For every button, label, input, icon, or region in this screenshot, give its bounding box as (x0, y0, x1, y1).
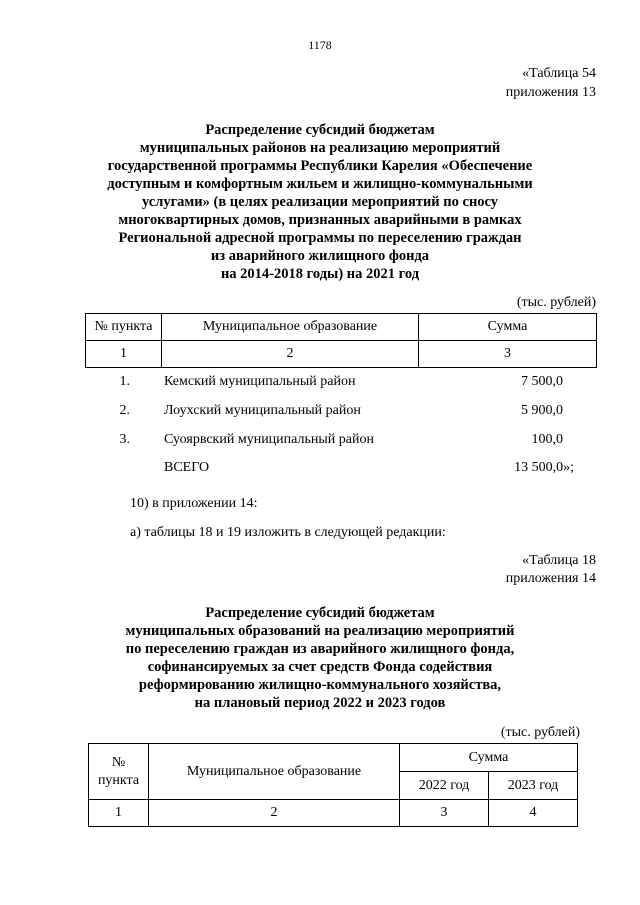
table2 (88, 743, 578, 827)
title-line: муниципальных районов на реализацию мероприятий (139, 140, 501, 156)
index-cell: 2 (149, 800, 400, 827)
index-cell: 3 (400, 800, 489, 827)
index-cell: 1 (86, 341, 162, 368)
row-sum: 5 900,0 (521, 403, 563, 418)
index-cell: 4 (489, 800, 578, 827)
row-municipality: Лоухский муниципальный район (164, 403, 361, 418)
header-cell-number: № пункта (86, 314, 162, 341)
header-cell-year-2023: 2023 год (489, 772, 578, 800)
paragraph-appendix14: 10) в приложении 14: (130, 496, 258, 511)
table-reference-line2: приложения 14 (505, 571, 596, 586)
title-line: софинансируемых за счет средств Фонда содействия (147, 659, 493, 675)
table-reference-line1: «Таблица 54 (522, 66, 596, 81)
title-line: по переселению граждан из аварийного жилищного фонда, (125, 641, 515, 657)
table-reference-line2: приложения 13 (505, 85, 596, 100)
row-municipality: Кемский муниципальный район (164, 374, 356, 389)
table1-header (85, 313, 597, 368)
page-number: 1178 (308, 38, 332, 52)
title-line: Распределение субсидий бюджетам (205, 605, 435, 621)
title-line: на 2014-2018 годы) на 2021 год (220, 266, 420, 282)
row-number: 2. (119, 403, 130, 418)
paragraph-tables-18-19: а) таблицы 18 и 19 изложить в следующей редакции: (130, 525, 446, 540)
title-line: доступным и комфортным жильем и жилищно-коммунальными (107, 176, 533, 192)
total-label: ВСЕГО (164, 460, 210, 475)
total-sum: 13 500,0»; (514, 460, 574, 475)
table-reference-line1: «Таблица 18 (522, 553, 596, 568)
row-sum: 7 500,0 (521, 374, 563, 389)
title-line: на плановый период 2022 и 2023 годов (194, 695, 446, 711)
title-line: из аварийного жилищного фонда (210, 248, 430, 264)
title-line: государственной программы Республики Карелия «Обеспечение (107, 158, 533, 174)
index-cell: 3 (419, 341, 597, 368)
title-line: реформированию жилищно-коммунального хозяйства, (138, 677, 502, 693)
title-line: услугами» (в целях реализации мероприятий по сносу (141, 194, 499, 210)
row-sum: 100,0 (531, 432, 563, 447)
row-municipality: Суоярвский муниципальный район (164, 432, 374, 447)
units-label: (тыс. рублей) (500, 725, 580, 740)
header-cell-municipality: Муниципальное образование (162, 314, 419, 341)
header-cell-sum: Сумма (419, 314, 597, 341)
title-line: Распределение субсидий бюджетам (205, 122, 435, 138)
units-label: (тыс. рублей) (516, 295, 596, 310)
index-cell: 2 (162, 341, 419, 368)
header-cell-municipality: Муниципальное образование (149, 744, 400, 800)
row-number: 3. (119, 432, 130, 447)
header-cell-number: № пункта (89, 744, 149, 800)
row-number: 1. (119, 374, 130, 389)
title-line: муниципальных образований на реализацию мероприятий (125, 623, 515, 639)
title-line: Региональной адресной программы по переселению граждан (118, 230, 522, 246)
title-line: многоквартирных домов, признанных аварийными в рамках (118, 212, 522, 228)
header-cell-sum: Сумма (400, 744, 578, 772)
header-cell-year-2022: 2022 год (400, 772, 489, 800)
index-cell: 1 (89, 800, 149, 827)
